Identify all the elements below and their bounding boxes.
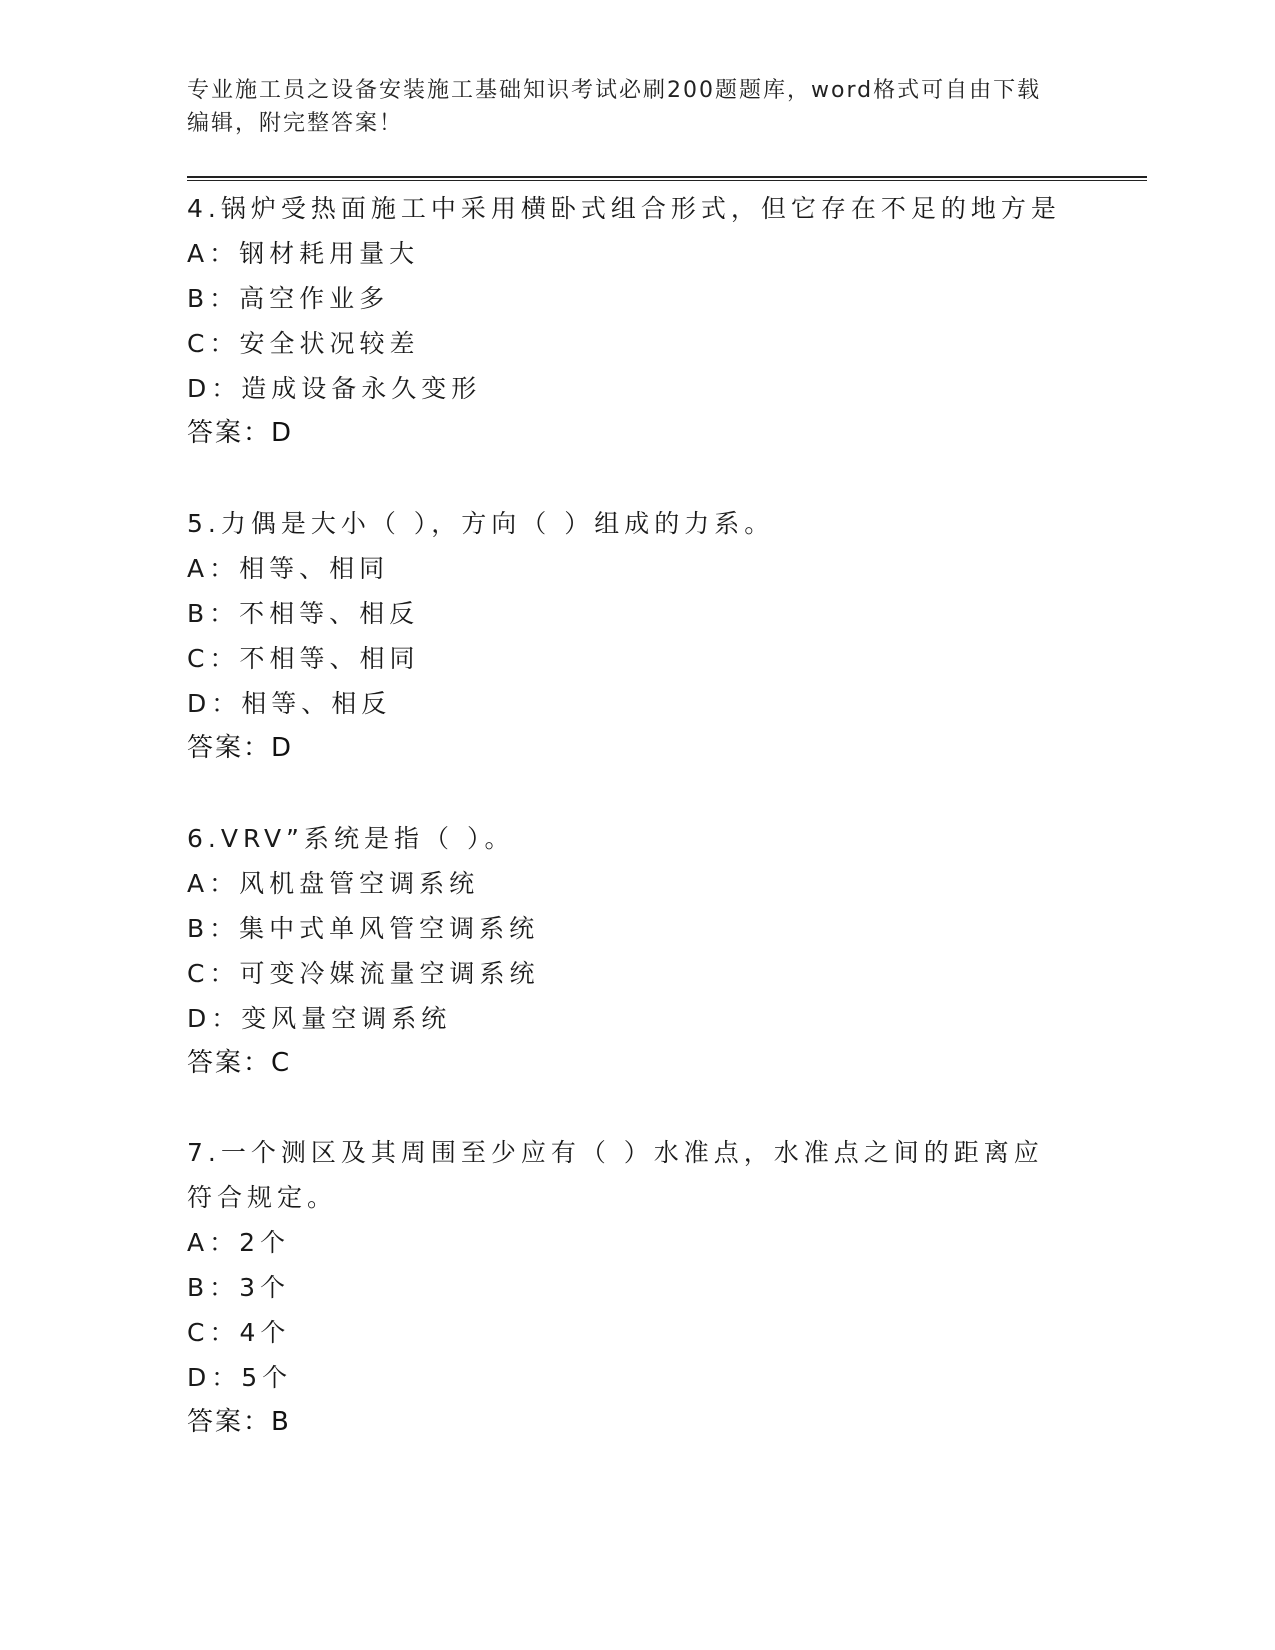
question-text: 5.力偶是大小（ ），方向（ ）组成的力系。 — [187, 509, 775, 538]
document-header — [187, 74, 1087, 140]
question-5 — [187, 501, 1087, 771]
option-a: A：相等、相同 — [187, 554, 390, 583]
option-b: B：高空作业多 — [187, 284, 390, 313]
option-d: D：相等、相反 — [187, 689, 392, 718]
header-line-2: 编辑，附完整答案！ — [187, 111, 404, 136]
option-b: B：3个 — [187, 1273, 291, 1302]
option-c: C：4个 — [187, 1318, 291, 1347]
option-c: C：安全状况较差 — [187, 329, 420, 358]
option-a: A：钢材耗用量大 — [187, 239, 420, 268]
answer-label: 答案：D — [187, 733, 294, 763]
question-7 — [187, 1130, 1087, 1445]
question-4 — [187, 186, 1087, 456]
question-text: 7.一个测区及其周围至少应有（ ）水准点，水准点之间的距离应符合规定。 — [187, 1138, 1044, 1212]
question-text: 4.锅炉受热面施工中采用横卧式组合形式，但它存在不足的地方是 — [187, 194, 1061, 223]
option-d: D：造成设备永久变形 — [187, 374, 482, 403]
question-text: 6.VRV”系统是指（ ）。 — [187, 824, 515, 853]
answer-label: 答案：B — [187, 1407, 291, 1437]
header-line-1: 专业施工员之设备安装施工基础知识考试必刷200题题库，word格式可自由下载 — [187, 78, 1042, 103]
answer-label: 答案：D — [187, 418, 294, 448]
option-d: D：变风量空调系统 — [187, 1004, 452, 1033]
header-divider — [187, 176, 1147, 181]
option-b: B：集中式单风管空调系统 — [187, 914, 540, 943]
option-d: D：5个 — [187, 1363, 293, 1392]
question-6 — [187, 816, 1087, 1086]
option-c: C：不相等、相同 — [187, 644, 420, 673]
option-a: A：风机盘管空调系统 — [187, 869, 480, 898]
option-c: C：可变冷媒流量空调系统 — [187, 959, 540, 988]
option-b: B：不相等、相反 — [187, 599, 420, 628]
option-a: A：2个 — [187, 1228, 291, 1257]
answer-label: 答案：C — [187, 1048, 292, 1078]
